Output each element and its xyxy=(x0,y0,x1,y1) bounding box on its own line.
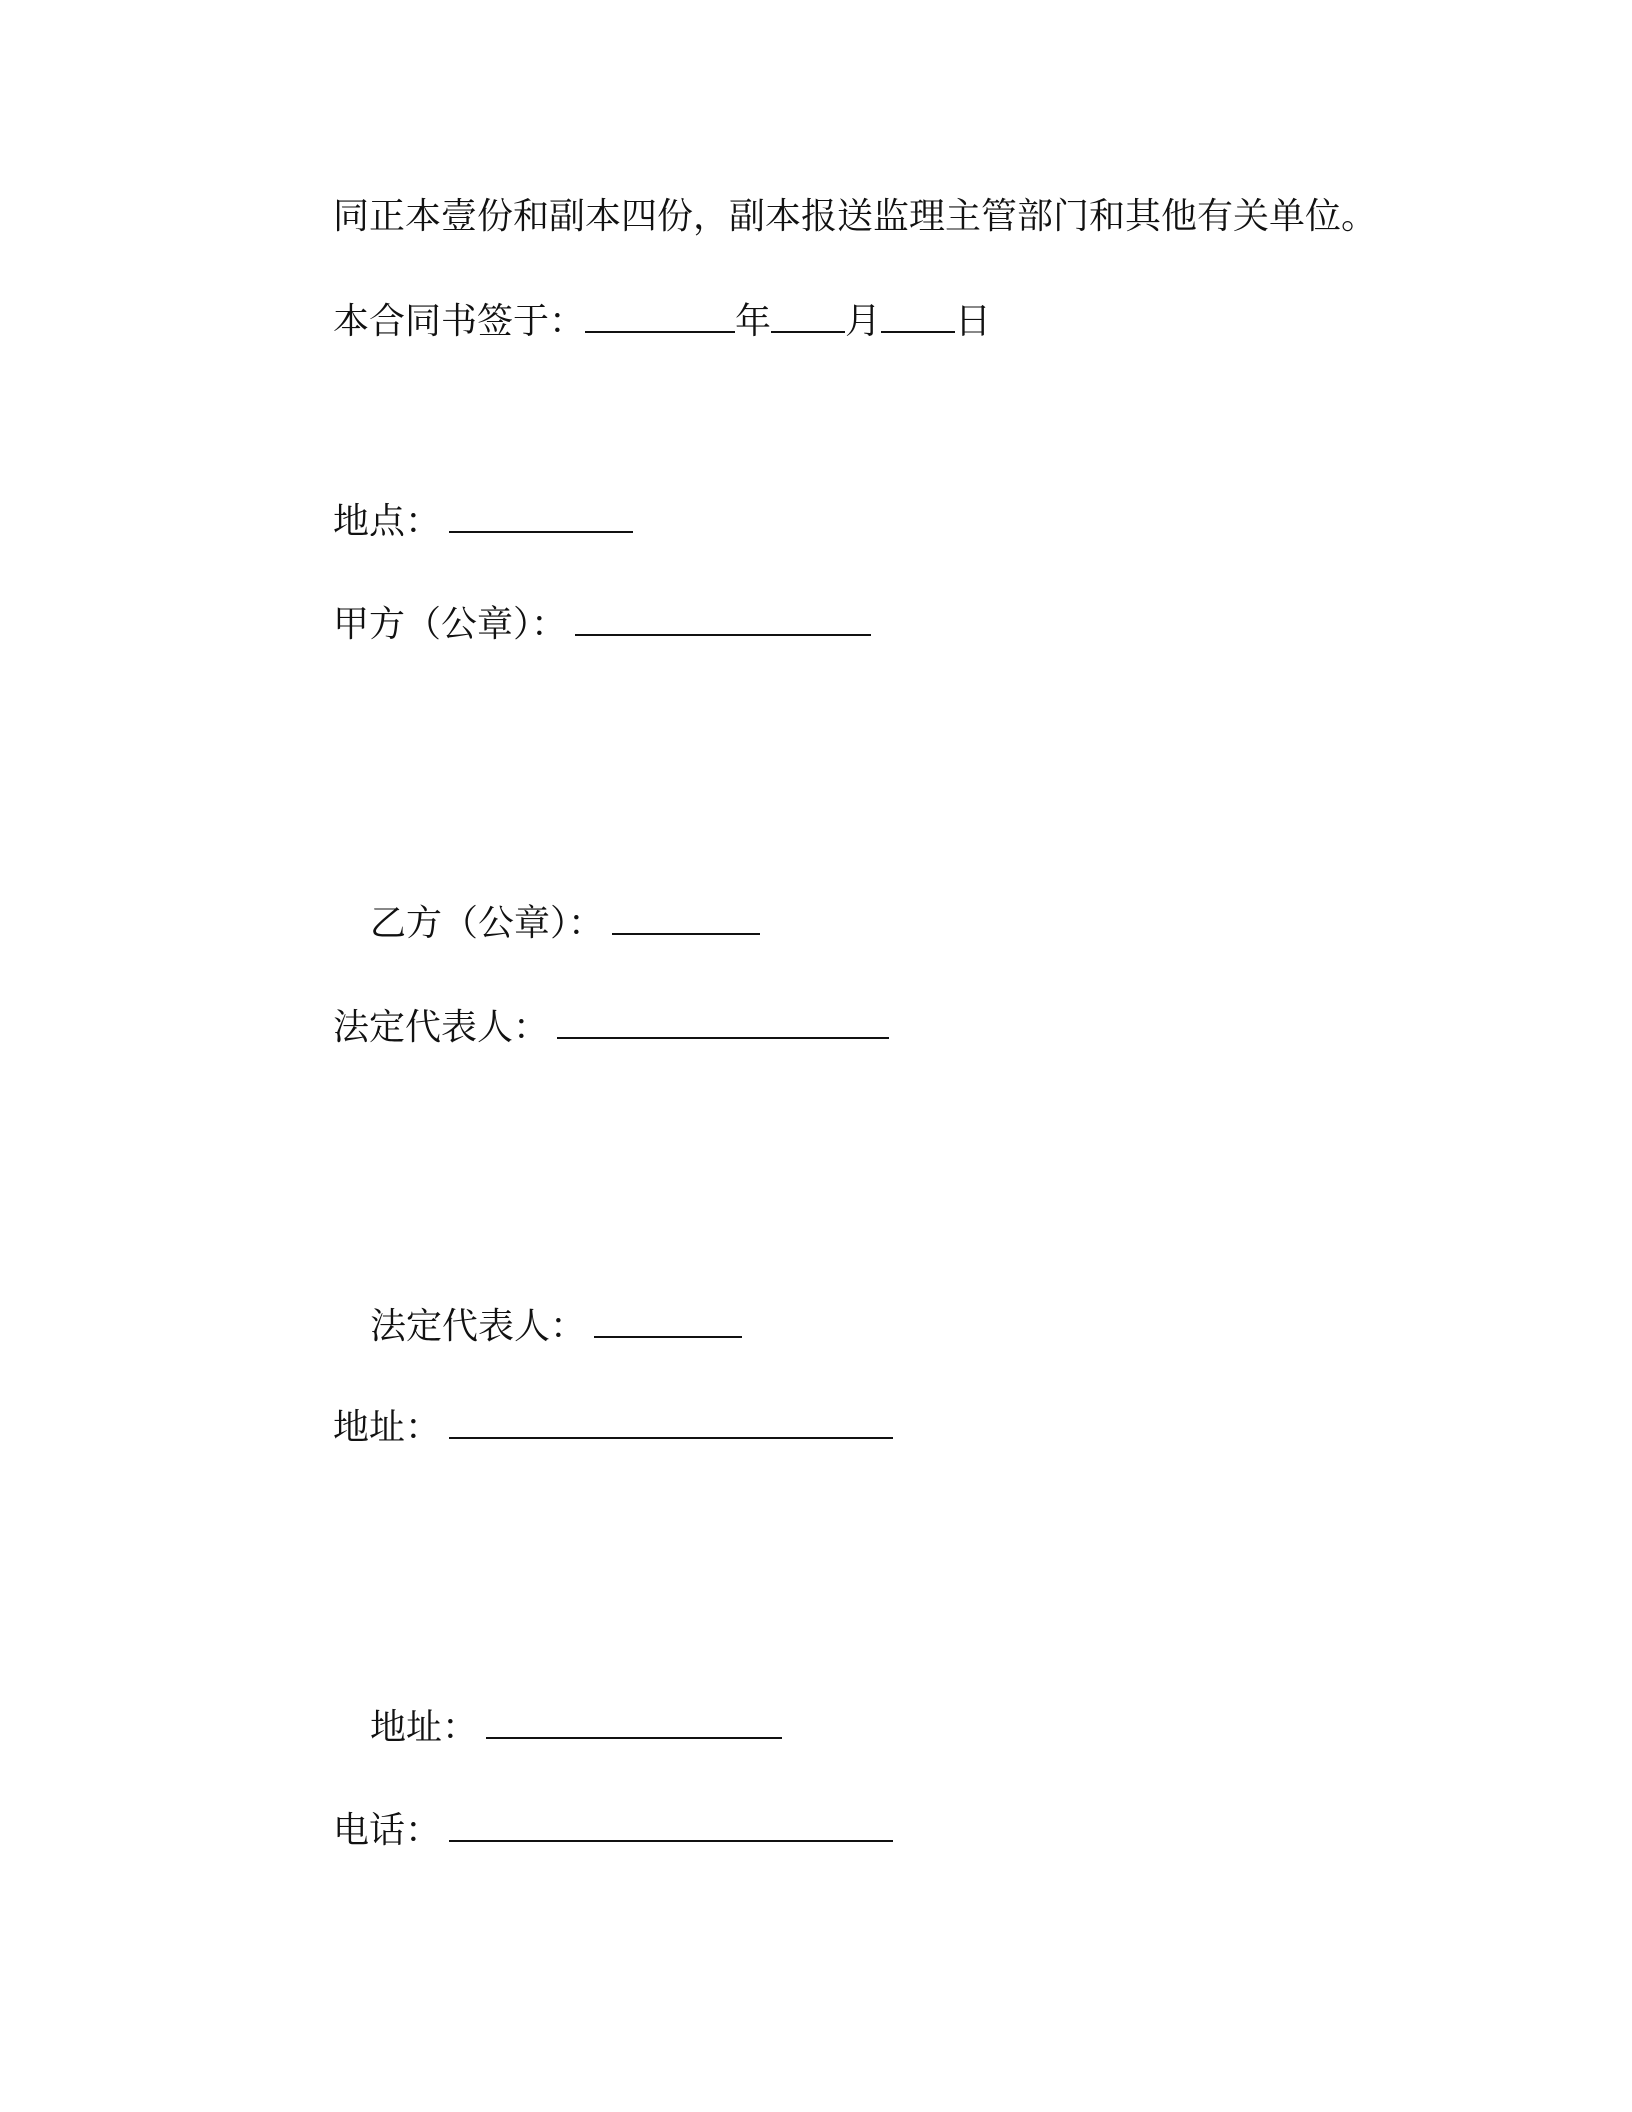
year-blank[interactable] xyxy=(585,297,735,333)
closing-sentence xyxy=(333,193,1377,241)
location-blank[interactable] xyxy=(449,497,633,533)
closing-sentence-text: 同正本壹份和副本四份，副本报送监理主管部门和其他有关单位。 xyxy=(333,196,1378,237)
address-b-label: 地址： xyxy=(370,1707,479,1748)
month-blank[interactable] xyxy=(771,297,845,333)
day-unit: 日 xyxy=(955,301,992,342)
legal-rep-b-label: 法定代表人： xyxy=(370,1306,587,1347)
legal-rep-a-blank[interactable] xyxy=(557,1003,889,1039)
phone-line xyxy=(333,1806,893,1855)
legal-rep-a-line xyxy=(333,1003,889,1052)
party-b-seal-line xyxy=(370,899,760,948)
address-b-line xyxy=(370,1703,782,1752)
address-b-blank[interactable] xyxy=(486,1703,782,1739)
party-a-seal-line xyxy=(333,600,871,649)
phone-blank[interactable] xyxy=(449,1806,893,1842)
party-b-seal-label: 乙方（公章）： xyxy=(370,903,605,944)
signing-date-label: 本合同书签于： xyxy=(333,301,586,342)
location-label: 地点： xyxy=(333,501,442,542)
party-a-seal-label: 甲方（公章）： xyxy=(333,604,568,645)
address-a-label: 地址： xyxy=(333,1407,442,1448)
phone-label: 电话： xyxy=(333,1810,442,1851)
address-a-line xyxy=(333,1403,893,1452)
year-unit: 年 xyxy=(735,301,772,342)
address-a-blank[interactable] xyxy=(449,1403,893,1439)
month-unit: 月 xyxy=(845,301,882,342)
party-b-seal-blank[interactable] xyxy=(612,899,760,935)
day-blank[interactable] xyxy=(881,297,955,333)
signing-date-line xyxy=(333,297,991,346)
legal-rep-b-line xyxy=(370,1302,742,1351)
legal-rep-b-blank[interactable] xyxy=(594,1302,742,1338)
location-line xyxy=(333,497,633,546)
legal-rep-a-label: 法定代表人： xyxy=(333,1007,550,1048)
party-a-seal-blank[interactable] xyxy=(575,600,871,636)
